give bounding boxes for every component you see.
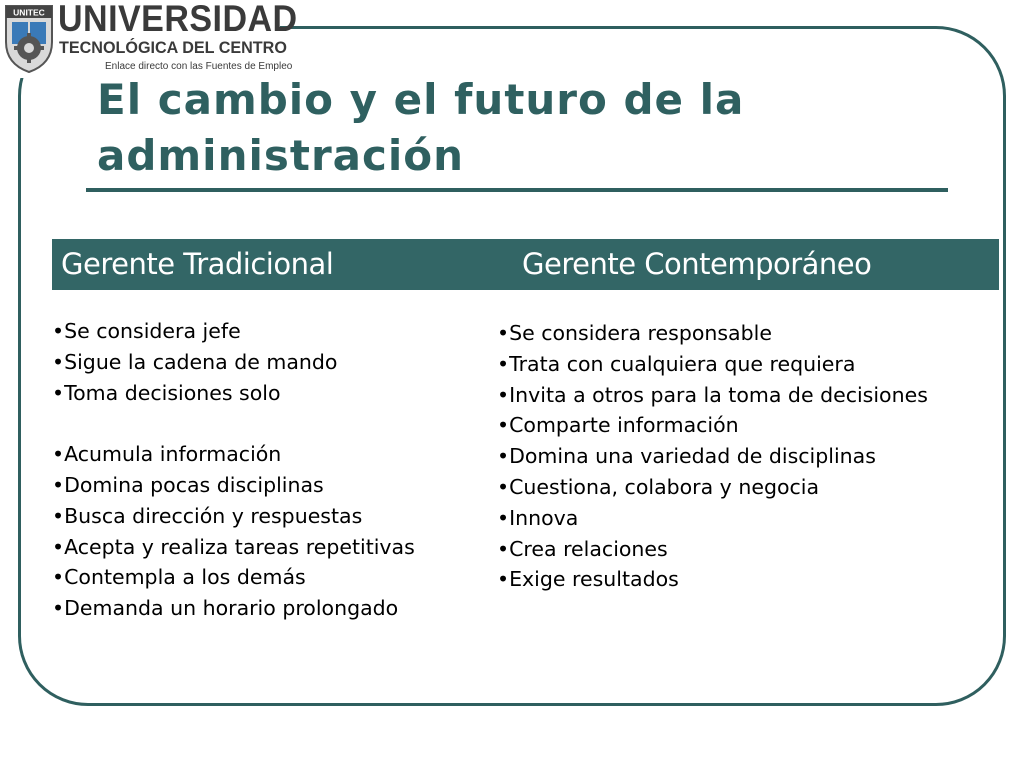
left-column-header: Gerente Tradicional	[61, 247, 334, 281]
list-item: •Demanda un horario prolongado	[52, 596, 399, 621]
list-item: •Trata con cualquiera que requiera	[497, 351, 856, 376]
list-item: •Domina pocas disciplinas	[52, 472, 324, 497]
traditional-manager-list	[52, 316, 472, 624]
logo-tech-text: TECNOLÓGICA DEL CENTRO	[59, 38, 287, 57]
list-item: •Domina una variedad de disciplinas	[497, 444, 876, 469]
list-item: •Sigue la cadena de mando	[52, 349, 338, 374]
list-item: •Se considera responsable	[497, 321, 772, 345]
title-underline	[86, 188, 948, 192]
list-item: •Innova	[497, 505, 579, 530]
contemporary-manager-list	[497, 318, 937, 595]
gear-emblem-icon	[2, 2, 56, 74]
logo-badge-text: UNITEC	[13, 7, 45, 18]
logo-university-text: UNIVERSIDAD	[58, 0, 298, 39]
list-item: •Toma decisiones solo	[52, 380, 281, 405]
list-item: •Se considera jefe	[52, 319, 241, 343]
list-item: •Exige resultados	[497, 567, 679, 592]
column-header-band	[52, 239, 999, 290]
list-item: •Acepta y realiza tareas repetitivas	[52, 534, 415, 559]
right-column-header: Gerente Contemporáneo	[522, 247, 872, 281]
list-item: •Contempla a los demás	[52, 565, 306, 590]
logo-tagline: Enlace directo con las Fuentes de Empleo	[105, 61, 293, 72]
list-item: •Crea relaciones	[497, 536, 668, 561]
list-item: •Acumula información	[52, 442, 282, 467]
list-item: •Busca dirección y respuestas	[52, 503, 363, 528]
university-logo	[0, 0, 298, 78]
list-item: •Comparte información	[497, 413, 739, 438]
list-item: •Cuestiona, colabora y negocia	[497, 474, 820, 499]
list-item: •Invita a otros para la toma de decisiones	[497, 382, 928, 407]
slide-title: El cambio y el futuro de la administración	[97, 75, 745, 180]
